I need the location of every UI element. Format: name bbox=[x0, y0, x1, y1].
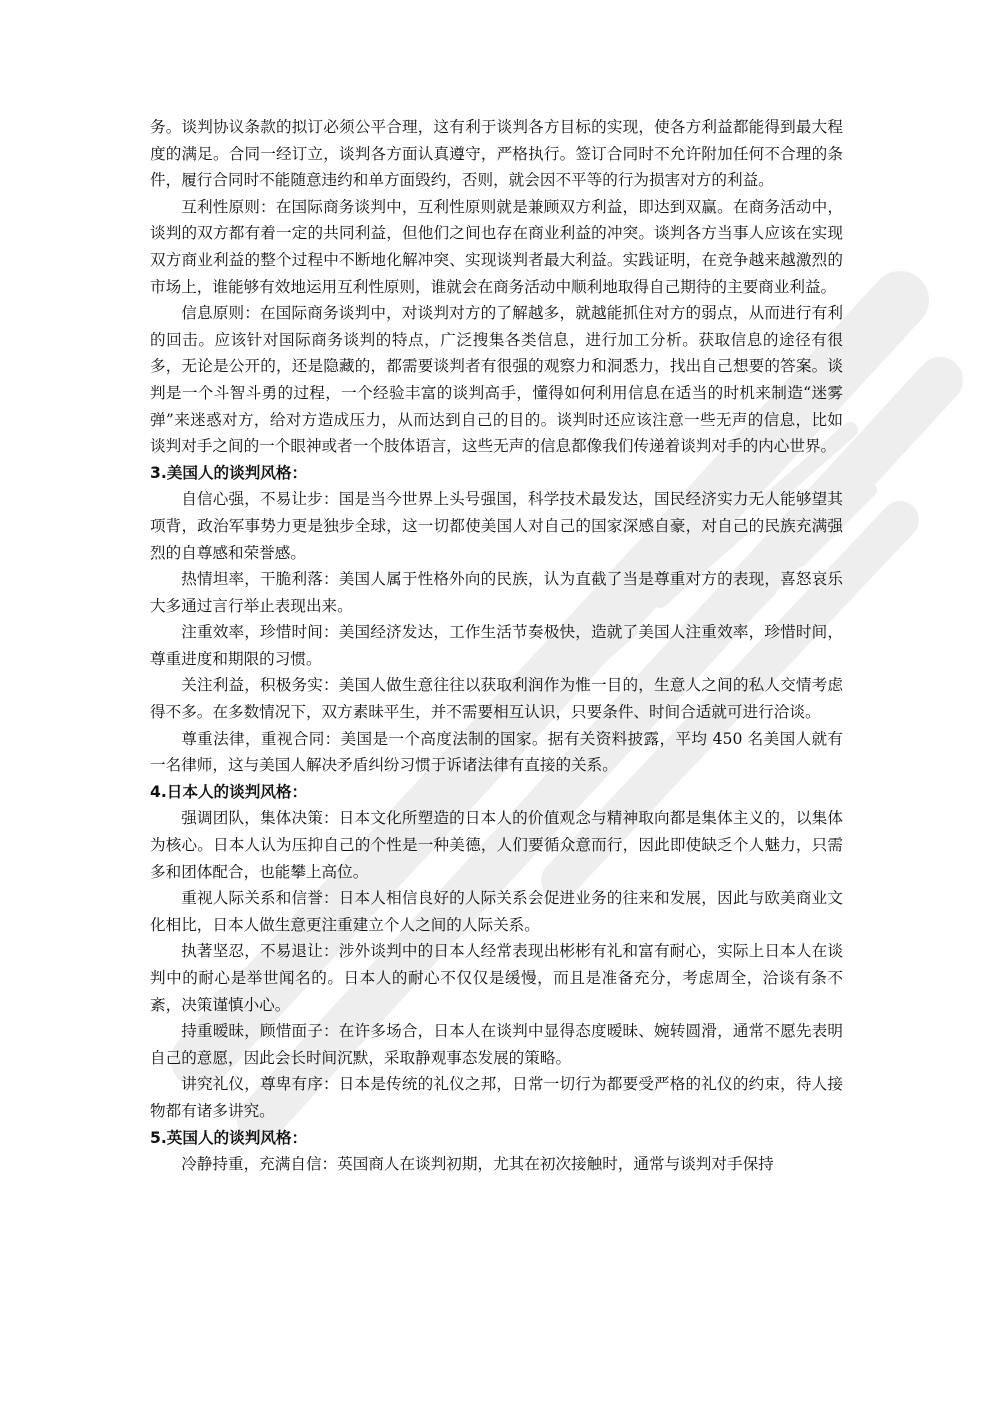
paragraph: 持重暧昧，顾惜面子：在许多场合，日本人在谈判中显得态度暧昧、婉转圆滑，通常不愿先表明自己的意愿，因此会长时间沉默，采取静观事态发展的策略。 bbox=[150, 1022, 843, 1067]
paragraph: 注重效率，珍惜时间：美国经济发达，工作生活节奏极快，造就了美国人注重效率，珍惜时间，尊重进度和期限的习惯。 bbox=[150, 623, 843, 668]
section-heading: 4.日本人的谈判风格： bbox=[150, 782, 308, 801]
paragraph: 重视人际关系和信誉：日本人相信良好的人际关系会促进业务的往来和发展，因此与欧美商业文化相比，日本人做生意更注重建立个人之间的人际关系。 bbox=[150, 889, 843, 934]
paragraph: 尊重法律，重视合同：美国是一个高度法制的国家。据有关资料披露，平均 450 名美国人就有一名律师，这与美国人解决矛盾纠纷习惯于诉诸法律有直接的关系。 bbox=[150, 729, 843, 775]
section-heading: 3.美国人的谈判风格： bbox=[150, 463, 308, 482]
paragraph: 讲究礼仪，尊卑有序：日本是传统的礼仪之邦，日常一切行为都要受严格的礼仪的约束，待人接物都有诸多讲究。 bbox=[150, 1075, 843, 1120]
paragraph: 互利性原则：在国际商务谈判中，互利性原则就是兼顾双方利益，即达到双赢。在商务活动中，谈判的双方都有着一定的共同利益，但他们之间也存在商业利益的冲突。谈判各方当事人应该在实现双方商业利益的整个过程中不断地化解冲突、实现谈判者最大利益。实践证明，在竞争越来越激烈的市场上，谁能够有效地运用互利性原则，谁就会在商务活动中顺利地取得自己期待的主要商业利益。 bbox=[150, 197, 843, 296]
paragraph: 自信心强，不易让步：国是当今世界上头号强国，科学技术最发达，国民经济实力无人能够望其项背，政治军事势力更是独步全球，这一切都使美国人对自己的国家深感自豪，对自己的民族充满强烈的自尊感和荣誉感。 bbox=[150, 490, 843, 562]
paragraph: 热情坦率，干脆利落：美国人属于性格外向的民族，认为直截了当是尊重对方的表现，喜怒哀乐大多通过言行举止表现出来。 bbox=[150, 570, 843, 615]
paragraph: 冷静持重，充满自信：英国商人在谈判初期，尤其在初次接触时，通常与谈判对手保持 bbox=[181, 1155, 774, 1174]
paragraph: 务。谈判协议条款的拟订必须公平合理，这有利于谈判各方目标的实现，使各方利益都能得到最大程度的满足。合同一经订立，谈判各方面认真遵守，严格执行。签订合同时不允许附加任何不合理的条件，履行合同时不能随意违约和单方面毁约，否则，就会因不平等的行为损害对方的利益。 bbox=[150, 118, 843, 190]
paragraph: 执著坚忍，不易退让：涉外谈判中的日本人经常表现出彬彬有礼和富有耐心，实际上日本人在谈判中的耐心是举世闻名的。日本人的耐心不仅仅是缓慢，而且是准备充分，考虑周全，洽谈有条不紊，决策谨慎小心。 bbox=[150, 942, 843, 1014]
section-heading: 5.英国人的谈判风格： bbox=[150, 1128, 308, 1147]
paragraph: 信息原则：在国际商务谈判中，对谈判对方的了解越多，就越能抓住对方的弱点，从而进行有利的回击。应该针对国际商务谈判的特点，广泛搜集各类信息，进行加工分析。获取信息的途径有很多，无论是公开的，还是隐藏的，都需要谈判者有很强的观察力和洞悉力，找出自己想要的答案。谈判是一个斗智斗勇的过程，一个经验丰富的谈判高手，懂得如何利用信息在适当的时机来制造“迷雾弹”来迷惑对方，给对方造成压力，从而达到自己的目的。谈判时还应该注意一些无声的信息，比如谈判对手之间的一个眼神或者一个肢体语言，这些无声的信息都像我们传递着谈判对手的内心世界。 bbox=[150, 304, 843, 456]
paragraph: 强调团队，集体决策：日本文化所塑造的日本人的价值观念与精神取向都是集体主义的，以集体为核心。日本人认为压抑自己的个性是一种美德，人们要循众意而行，因此即使缺乏个人魅力，只需多和团体配合，也能攀上高位。 bbox=[150, 809, 843, 881]
document-body bbox=[150, 114, 843, 1178]
paragraph: 关注利益，积极务实：美国人做生意往往以获取利润作为惟一目的，生意人之间的私人交情考虑得不多。在多数情况下，双方素昧平生，并不需要相互认识，只要条件、时间合适就可进行洽谈。 bbox=[150, 676, 843, 722]
